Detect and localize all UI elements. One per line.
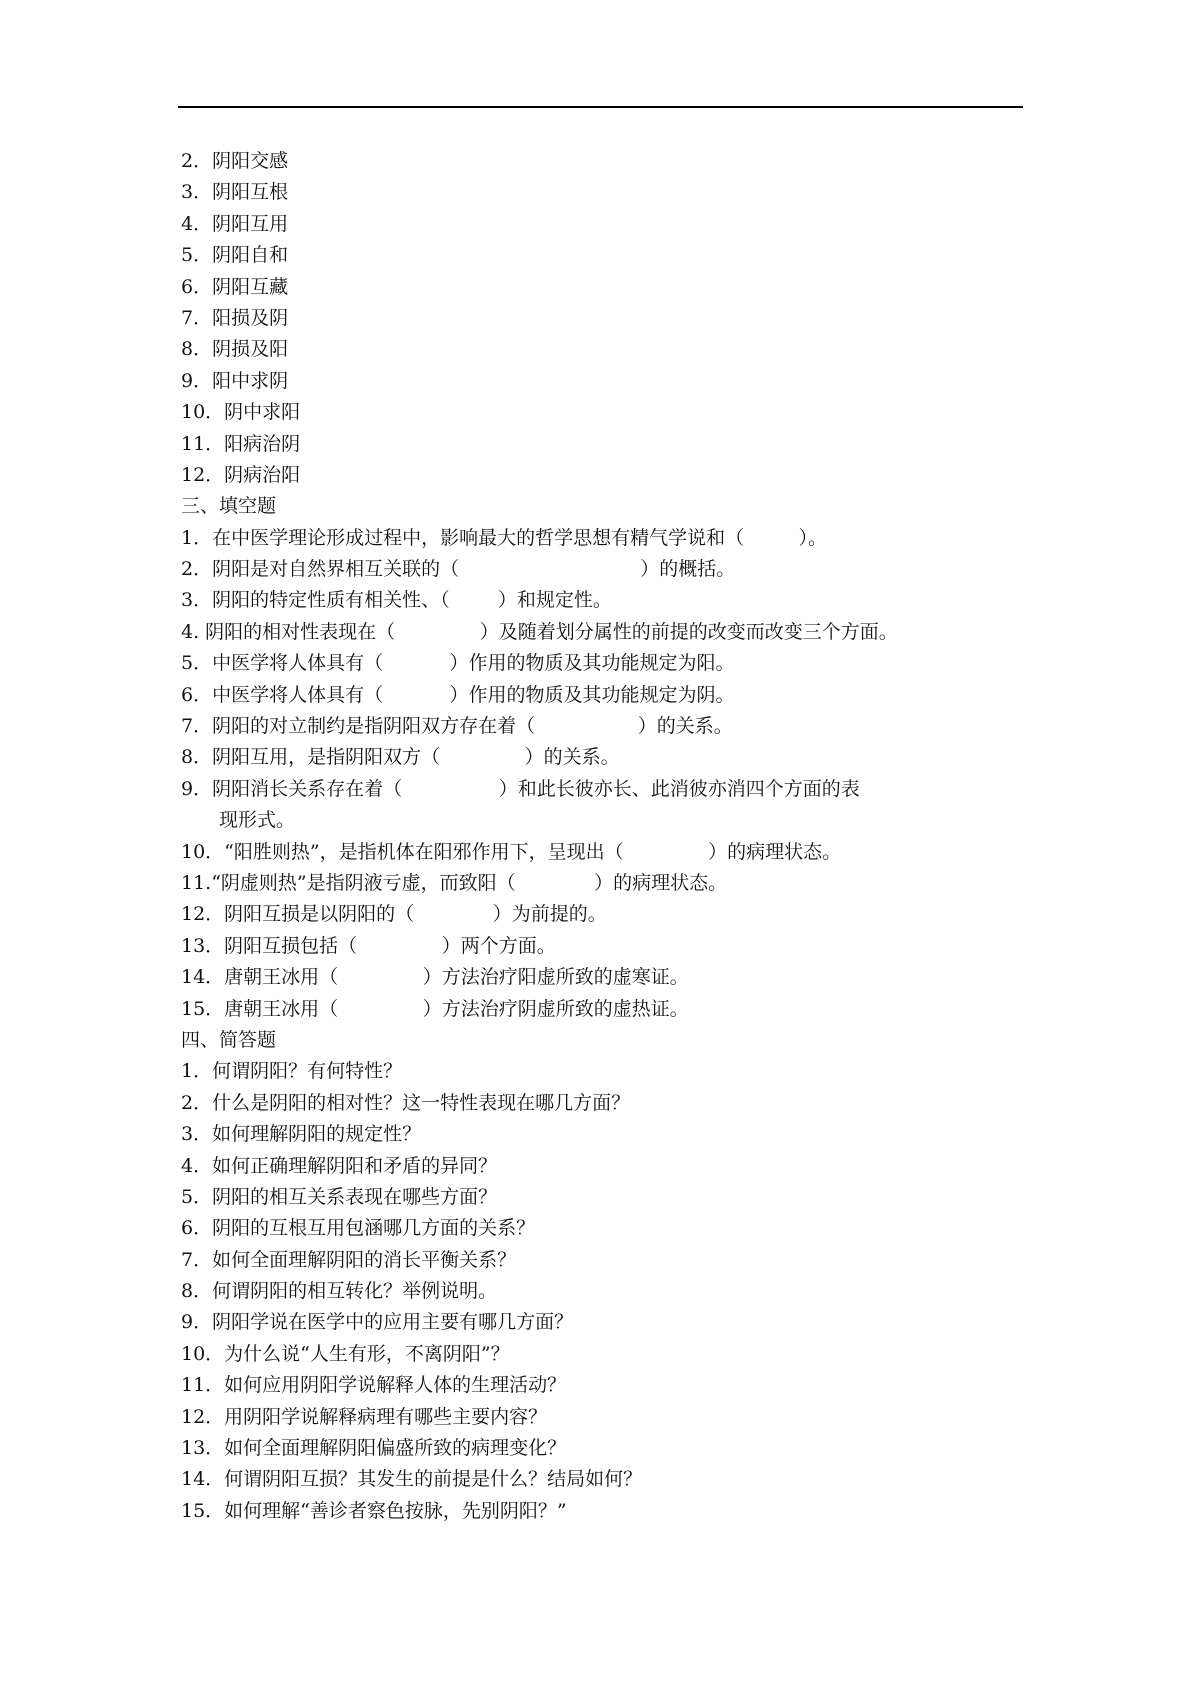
- fill-blank-item: 6．中医学将人体具有（ ）作用的物质及其功能规定为阴。: [181, 683, 735, 706]
- list-item: 2．阴阳交感: [181, 150, 289, 172]
- document-body: [181, 146, 1031, 1527]
- fill-blank-item: 1．在中医学理论形成过程中，影响最大的哲学思想有精气学说和（ ）。: [181, 526, 827, 549]
- list-item: 9．阳中求阴: [181, 369, 289, 392]
- fill-blank-item: 13．阴阳互损包括（ ）两个方面。: [181, 934, 556, 957]
- fill-blank-item: 14．唐朝王冰用（ ）方法治疗阳虚所致的虚寒证。: [181, 966, 689, 989]
- question-item: 13．如何全面理解阴阳偏盛所致的病理变化？: [181, 1437, 567, 1460]
- list-item: 8．阴损及阳: [181, 338, 289, 361]
- fill-blank-item: 10．“阳胜则热”，是指机体在阳邪作用下，呈现出（ ）的病理状态。: [181, 840, 842, 863]
- question-item: 10．为什么说“人生有形，不离阴阳”？: [181, 1342, 510, 1365]
- fill-blank-item: 15．唐朝王冰用（ ）方法治疗阴虚所致的虚热证。: [181, 997, 689, 1020]
- fill-blank-item: 4. 阴阳的相对性表现在（ ）及随着划分属性的前提的改变而改变三个方面。: [181, 620, 898, 643]
- fill-blank-item: 7．阴阳的对立制约是指阴阳双方存在着（ ）的关系。: [181, 715, 733, 738]
- question-item: 15．如何理解“善诊者察色按脉，先别阴阳？”: [181, 1499, 567, 1522]
- question-item: 1．何谓阴阳？有何特性？: [181, 1060, 403, 1083]
- fill-blank-item: 5．中医学将人体具有（ ）作用的物质及其功能规定为阳。: [181, 652, 735, 675]
- list-item: 6．阴阳互藏: [181, 275, 289, 298]
- question-item: 5．阴阳的相互关系表现在哪些方面？: [181, 1185, 498, 1208]
- list-item: 3．阴阳互根: [181, 181, 289, 204]
- fill-blank-item: 8．阴阳互用，是指阴阳双方（ ）的关系。: [181, 746, 620, 769]
- list-item: 4．阴阳互用: [181, 212, 289, 235]
- list-item: 7．阳损及阴: [181, 306, 289, 329]
- question-item: 12．用阴阳学说解释病理有哪些主要内容？: [181, 1405, 548, 1428]
- question-item: 14．何谓阴阳互损？其发生的前提是什么？结局如何？: [181, 1468, 643, 1491]
- question-item: 3．如何理解阴阳的规定性？: [181, 1123, 422, 1146]
- question-item: 11．如何应用阴阳学说解释人体的生理活动？: [181, 1374, 567, 1397]
- question-item: 2．什么是阴阳的相对性？这一特性表现在哪几方面？: [181, 1091, 631, 1114]
- list-item: 12．阴病治阳: [181, 463, 301, 486]
- question-item: 7．如何全面理解阴阳的消长平衡关系？: [181, 1248, 517, 1271]
- fill-blank-item-continuation: 现形式。: [219, 809, 296, 832]
- list-item: 5．阴阳自和: [181, 244, 289, 267]
- question-item: 4．如何正确理解阴阳和矛盾的异同？: [181, 1154, 498, 1177]
- fill-blank-item: 3．阴阳的特定性质有相关性、（ ）和规定性。: [181, 589, 612, 612]
- section-heading: 四、简答题: [181, 1028, 277, 1051]
- question-item: 9．阴阳学说在医学中的应用主要有哪几方面？: [181, 1311, 574, 1334]
- header-rule: [178, 106, 1023, 108]
- section-heading: 三、填空题: [181, 495, 277, 518]
- question-item: 8．何谓阴阳的相互转化？举例说明。: [181, 1280, 498, 1303]
- question-item: 6．阴阳的互根互用包涵哪几方面的关系？: [181, 1217, 536, 1240]
- fill-blank-item: 2．阴阳是对自然界相互关联的（ ）的概括。: [181, 558, 736, 581]
- fill-blank-item: 11.“阴虚则热”是指阴液亏虚，而致阳（ ）的病理状态。: [181, 871, 728, 894]
- fill-blank-item: 9．阴阳消长关系存在着（ ）和此长彼亦长、此消彼亦消四个方面的表: [181, 777, 860, 800]
- fill-blank-item: 12．阴阳互损是以阴阳的（ ）为前提的。: [181, 903, 607, 926]
- list-item: 10．阴中求阳: [181, 401, 301, 424]
- list-item: 11．阳病治阴: [181, 432, 301, 455]
